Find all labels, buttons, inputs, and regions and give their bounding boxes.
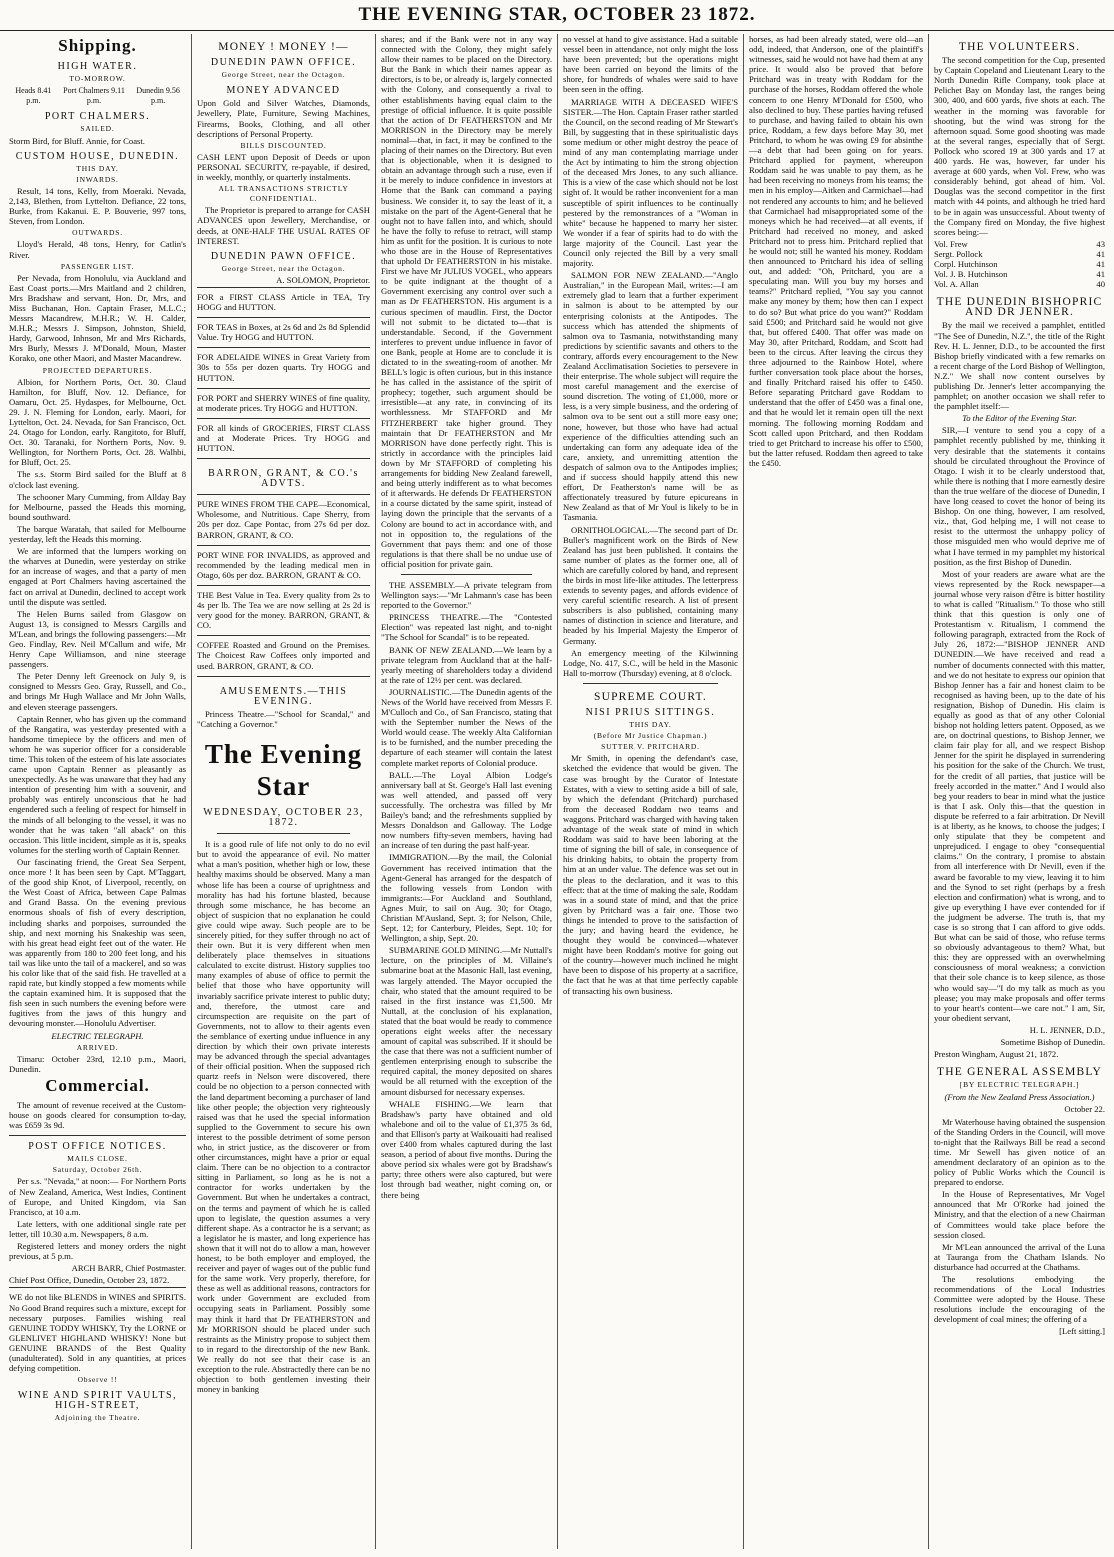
short-para: IMMIGRATION.—By the mail, the Colonial Government has received intimation that the Agent-General has arranged for the despatch of the following vessels from London with immigrants:—For Auckland and Southland, Agnes Muir, to sail on Aug. 30; for Otago, Christian M'Ausland, Sept. 3; for Nelson, Chile, Sept. 12; for Canterbury, Pleides, Sept. 10; for Wellington, a ship, Sept. 20. (381, 852, 552, 944)
port-wine-ad: PORT WINE FOR INVALIDS, as approved and recommended by the leading medical men in Otago, 60s per doz. BARRON, GRANT & CO. (197, 549, 370, 580)
coffee-ad: COFFEE Roasted and Ground on the Premises. The Choicest Raw Coffees only imported and used. BARRON, GRANT, & CO. (197, 640, 370, 671)
short-para: JOURNALISTIC.—The Dunedin agents of the News of the World have received from Messrs F. M'Culloch and Co., of San Francisco, stating that with the September number the News of the World would cease. The weekly Alta Californian is to be furnished, and the number preceding the departure of each steamer will contain the latest complete market reports of Colonial produce. (381, 686, 552, 768)
wine-ad-text: WE do not like BLENDS in WINES and SPIRITS. No Good Brand requires such a mixture, except for necessary purposes. Families wishing real GENUINE TODDY WHISKY, Try the LORNE or GLENLIVET HIGHLAND WHISKY! None but GENUINE BRANDS of the Best Quality (unadulterated). Sold in any quantities, at prices defying competition. (9, 1292, 186, 1374)
to-editor: To the Editor of the Evening Star. (962, 413, 1077, 424)
news-para: Our fascinating friend, the Great Sea Serpent, once more ! It has been seen by Capt. M'Taggart, of the good ship Knot, of Liverpool, recently, on the West Coast of Africa, between Cape Palmas and Grand Bassa. On the evening previous enormous shoals of fish of every description, including sharks and porpoises, surrounded the ship, and next morning his Snakeship was seen, with his great head eight feet out of the water. He was apparently from 180 to 200 feet long, and his tail was like unto the tail of a mackerel, and so was his color like that of the said fish. He travelled at a rapid rate, but kindly stopped a few moments while the captain examined him. It is supposed that the fish seen in such numbers the evening before were fugitives from the jaws of this hungry and devouring monster.—Honolulu Advertiser. (9, 856, 186, 1029)
signature-place: Preston Wingham, August 21, 1872. (934, 1049, 1059, 1060)
masthead (0, 0, 1114, 31)
pawn-address-2: George Street, near the Octagon. (221, 263, 346, 273)
tomorrow-label: TO-MORROW. (69, 74, 126, 84)
news-para: Captain Renner, who has given up the command of the Rangatira, was yesterday presented with a handsome timepiece by the officers and men of whom he was superior officer for a considerable time. This token of the esteem of his late associates came upon Captain Renner as pleasantly as unexpectedly. As he was unaware that they had any intention of presenting him with a souvenir, and probably was entirely unconscious that he had engendered such a feeling of respect for himself in the minds of all belonging to the vessel, it was no wonder that he was taken "all aback" on this occasion. This little incident, simple as it is, speaks volumes for the sterling worth of Captain Renner. (9, 713, 186, 855)
signature-title: Sometime Bishop of Dunedin. (1000, 1037, 1105, 1047)
post-date: Saturday, October 26th. (52, 1165, 143, 1175)
news-para: We are informed that the lumpers working on the wharves at Dunedin, were yesterday on strike for an increase of wages, and that a party of men engaged at Port Chalmers having ascertained the fact on arrival at Dunedin, declined to accept work until the dispute was settled. (9, 546, 186, 607)
departures-label: PROJECTED DEPARTURES. (42, 365, 153, 375)
bishopric-heading: THE DUNEDIN BISHOPRIC AND DR JENNER. (936, 296, 1103, 319)
customs-heading: CUSTOM HOUSE, DUNEDIN. (15, 150, 180, 162)
score-value: 41 (1096, 269, 1105, 280)
nisi-heading: NISI PRIUS SITTINGS. (585, 707, 716, 718)
shipping-heading: Shipping. (58, 36, 137, 55)
short-para: BANK OF NEW ZEALAND.—We learn by a private telegram from Auckland that at the half-yearly meeting of shareholders today a dividend at the rate of 12½ per cent. was declared. (381, 644, 552, 685)
assembly-para: Mr Waterhouse having obtained the suspension of the Standing Orders in the Council, will move to-night that the Railways Bill be read a second time. Mr Sewell has given notice of an amendment declaratory of an opinion as to the policy of Public Works which the Council is prepared to endorse. (934, 1116, 1105, 1188)
commercial-text: The amount of revenue received at the Custom-house on goods cleared for consumption to-day, was £659 3s 9d. (9, 1099, 186, 1131)
post-footer: Chief Post Office, Dunedin, October 23, 1872. (9, 1275, 170, 1286)
passenger-label: PASSENGER LIST. (60, 261, 135, 271)
money-advanced: MONEY ADVANCED (226, 85, 341, 97)
arrived-label: ARRIVED. (76, 1042, 119, 1052)
table-row (934, 259, 1105, 269)
hogg-ad-text: FOR all kinds of GROCERIES, FIRST CLASS and at Moderate Prices. Try HOGG and HUTTON. (197, 422, 370, 453)
barron-heading-box (197, 458, 370, 494)
score-name: Corpl. Hutchinson (934, 258, 998, 269)
outwards-label: OUTWARDS. (72, 228, 123, 238)
electric-heading: ELECTRIC TELEGRAPH. (51, 1030, 144, 1041)
letter-continued: Most of your readers are aware what are the views represented by the Rock newspaper—a journal whose very raison d'être is bitter hostility to what is called "Ritualism." To those who still think that this question is only one of Protestantism v. Ritualism, I commend the following paragraph, extracted from the Rock of July 26, 1872:—"BISHOP JENNER AND DUNEDIN.—We have received and read a number of documents connected with this matter, and we do not hesitate to express our opinion that Bishop Jenner has a fair and honest claim to be recognised as having been, up to the date of his resignation, Bishop of Dunedin. His claim is equally as good as that of any other Colonial bishop not holding letters patent. Opposed, as we are, on doctrinal questions, to Bishop Jenner, we claim fair play for all, and we respect Bishop Jenner for the spirit he displayed in surrendering his position for the sake of the Church. We trust, for the credit of all parties, that justice will be freely accorded in the matter." And I would also beg your readers to bear in mind what the justice is that I ask. Only this—that the question in dispute be referred to a fair arbitration. Dr Nevill is at liberty, as he knows, to choose the judges; I only stipulate that they be competent and unprejudiced. I engage to obey "consequential claims." On the contrary, I promise to abstain from all interference with Dr Nevill, even if the award be favorable to my view, leaving it to him and the Synod to set right (perhaps by a fresh election and confirmation) what is wrong, and to give up everything I have ever contended for if the judgment be adverse. The truth is, that my case is so strong that I can afford to give odds. But what can be said of those, who refuse terms so obviously advantageous to them? What, but this: they are oppressed with an overwhelming consciousness of moral weakness; a conviction that their sole chance is to keep silence, as those who would say—"I do my talk as much as you please; you may make proposals and offer terms to your heart's content—we care not." I am, Sir, your obedient servant, (934, 568, 1105, 1023)
column-4 (557, 34, 743, 1549)
score-value: 41 (1096, 258, 1105, 269)
post-para: Registered letters and money orders the night previous, at 5 p.m. (9, 1241, 186, 1262)
hogg-ad (197, 347, 370, 387)
arrived-text: Timaru: October 23rd, 12.10 p.m., Maori, Dunedin. (9, 1053, 186, 1074)
news-para: The s.s. Storm Bird sailed for the Bluff at 8 o'clock last evening. (9, 469, 186, 490)
tide-table (9, 86, 186, 106)
amusements-box (197, 676, 370, 734)
adjoining-label: Adjoining the Theatre. (54, 1413, 141, 1423)
assembly-para: Mr M'Lean announced the arrival of the Luna at Tauranga from the Chatham Islands. No disturbance had occurred at the Chathams. (934, 1241, 1105, 1272)
amusements-text: Princess Theatre.—"School for Scandal," and "Catching a Governor." (197, 708, 370, 729)
table-row (934, 239, 1105, 249)
mails-close: MAILS CLOSE. (67, 1154, 128, 1164)
barron-ad (197, 635, 370, 675)
barron-heading: BARRON, GRANT, & CO.'s ADVTS. (208, 468, 359, 490)
table-row (934, 249, 1105, 259)
short-para: SUBMARINE GOLD MINING.—Mr Nuttall's lecture, on the principles of M. Villaine's submarine boat at the Masonic Hall, last evening, was largely attended. The Mayor occupied the chair, who stated that the amount required to be raised in the first instance was £1,500. Mr Nuttall, at the conclusion of his explanation, stated that the boat would be ready to commence operations eight weeks after the necessary amount of capital was subscribed. If it should be the case that there was not a sufficient number of gentlemen enterprising enough to subscribe the required capital, the money deposited on shares would be all returned with the exception of the amount disbursed for necessary expenses. (381, 945, 552, 1097)
money-heading: MONEY ! MONEY !— (218, 41, 349, 53)
table-row (934, 269, 1105, 279)
proprietor-text: The Proprietor is prepared to arrange for CASH ADVANCES upon Jewellery, Merchandise, or deeds, at ONE-HALF THE USUAL RATES OF INTEREST. (197, 205, 370, 246)
cape-wines-ad: PURE WINES FROM THE CAPE—Economical, Wholesome, and Nutritious. Cape Sherry, from 20s per doz. Cape Pontac, from 27s 6d per doz. BARRON, GRANT, & CO. (197, 499, 370, 540)
letter-signature: H. L. JENNER, D.D., (1029, 1024, 1105, 1035)
divider (401, 574, 532, 575)
barron-ad (197, 585, 370, 635)
assembly-heading: THE GENERAL ASSEMBLY (937, 1066, 1102, 1079)
bills-label: BILLS DISCOUNTED. (240, 140, 327, 150)
post-para: Late letters, with one additional single rate per letter, till 10.30 a.m. Newspapers, 8 a.m. (9, 1218, 186, 1239)
short-para: PRINCESS THEATRE.—The "Contested Election" was repeated last night, and to-night "The School for Scandal" is to be repeated. (381, 612, 552, 643)
column-6 (928, 34, 1110, 1549)
hogg-ad (197, 418, 370, 458)
assembly-from: (From the New Zealand Press Association.) (944, 1092, 1095, 1103)
assembly-date: October 22. (1064, 1104, 1105, 1115)
sailed-text: Storm Bird, for Bluff. Annie, for Coast. (9, 135, 145, 146)
post-heading: POST OFFICE NOTICES. (28, 1141, 167, 1153)
hogg-ad (197, 287, 370, 317)
hogg-ad-text: FOR PORT and SHERRY WINES of fine quality, at moderate prices. Try HOGG and HUTTON. (197, 392, 370, 413)
solomon-signature: A. SOLOMON, Proprietor. (276, 274, 370, 285)
observe-label: Observe !! (77, 1375, 118, 1385)
hogg-ad-text: FOR TEAS in Boxes, at 2s 6d and 2s 8d Splendid Value. Try HOGG and HUTTON. (197, 322, 370, 343)
court-day: THIS DAY. (629, 720, 672, 730)
short-para: THE ASSEMBLY.—A private telegram from Wellington says:—"Mr Lahmann's case has been reported to the Governor." (381, 579, 552, 611)
score-value: 43 (1096, 238, 1105, 249)
assembly-para: The resolutions embodying the recommendations of the Local Industries Committee were adopted by the House. These resolutions include the encouraging of the development of coal mines; the offering of a (934, 1273, 1105, 1325)
masthead-title: THE EVENING STAR, OCTOBER 23 1872. (358, 4, 756, 25)
assembly-para: In the House of Representatives, Mr Vogel announced that Mr O'Rorke had joined the Ministry, and that the election of a new Chairman of Committees would take place before the session closed. (934, 1189, 1105, 1240)
hogg-ad (197, 388, 370, 418)
score-name: Vol. A. Allan (934, 279, 979, 290)
short-para: WHALE FISHING.—We learn that Bradshaw's party have obtained and old whalebone and oil to the value of £1,375 3s 6d, and that Ellison's party at Waikouaiti had realised over £400 from whales captured during the last season, a period of about five months. During the above period six whales were got by Bradshaw's party; three others were also captured, but were lost through bad weather, night coming on, or there being (381, 1098, 552, 1200)
news-para: The Peter Denny left Greenock on July 9, is consigned to Messrs Geo. Gray, Russell, and Co., and brings Mr Hugh Wallace and Mr John Walls, and eleven steerage passengers. (9, 671, 186, 712)
inwards-label: INWARDS. (76, 174, 119, 184)
scores-table (934, 239, 1105, 289)
sailed-label: SAILED. (80, 124, 115, 134)
score-value: 41 (1096, 248, 1105, 259)
column-2 (191, 34, 375, 1549)
confidential-label: ALL TRANSACTIONS STRICTLY CONFIDENTIAL. (218, 184, 349, 204)
customs-day: THIS DAY. (76, 163, 119, 173)
short-para: BALL.—The Loyal Albion Lodge's anniversary ball at St. George's Hall last evening was well attended, and passed off very successfully. The orchestra was filled by Mr Bailey's band; and the refreshments supplied by Messrs Donaldson and Galloway. The Lodge now numbers fifty-seven members, having had an increase of ten during the past half-year. (381, 769, 552, 851)
left-sitting: [Left sitting.] (1059, 1326, 1105, 1337)
bishopric-text: By the mail we received a pamphlet, entitled "The See of Dunedin, N.Z.", the title of the Right Rev. H. L. Jenner, D.D., to be accounted the first Bishop briefly vindicated with a few remarks on a recent charge of the Lord Bishop of Wellington, N.Z." We shall now content ourselves by publishing Dr. Jenner's letter accompanying the pamphlet; on another occasion we shall refer to the pamphlet itself:— (934, 320, 1105, 412)
pawn-address: George Street, near the Octagon. (221, 70, 346, 80)
court-text: Mr Smith, in opening the defendant's case, sketched the evidence that would be given. The case was brought by the Curator of Intestate Estates, with a view to setting aside a bill of sale, by which the defendant (Pritchard) purchased from the deceased Roddam two teams and waggons. Pritchard was charged with having taken advantage of the weak state of mind in which Roddam was said to have been laboring at the time of signing the bill of sale, in consequence of his drinking habits, to obtain the property from him at an under value. The defence was set out in the pleas to the declaration, and it was to this effect: that at the time of making the sale, Roddam was in a sound state of mind, and that the price given by Pritchard was a fair one. Those two things he intended to prove to the satisfaction of the jury; and having heard the evidence, he thought they would be convinced—whatever might have been Roddam's motive for going out of the country—however much inclined he might have been to dispose of his property at a sacrifice, the fact that he was at that time perfectly capable of transacting his own business. (563, 753, 738, 996)
tide-port: Port Chalmers 9.11 p.m. (63, 86, 125, 106)
news-para: MARRIAGE WITH A DECEASED WIFE'S SISTER.—The Hon. Captain Fraser rather startled the Council, on the second reading of Mr Stewart's Bill, by suggesting that in these spiritualistic days some medium or other might destroy the peace of mind of any man contemplating marriage under the Act by intimating to him the strong objection of the deceased Mrs Jones, to any such alliance. This is a view of the case which should not be lost sight of. It would be rather inconvenient for a man susceptible of spirit influences to be continually pestered by the remonstrances of a "Woman in white" because he happened to marry her sister. We wonder if a fear of spirits had to do with the large majority of the Council. Last year the Council only rejected the Bill by a very small majority. (563, 96, 738, 269)
court-continued: horses, as had been already stated, were old—an odd, indeed, that Anderson, one of the plaintiff's witnesses, said he would not have had them at any price. It would also be proved that before Pritchard was in treaty with Roddam for the purchase of the horses, Roddam offered the whole concern to one Henry M'Donald for £500, who also declined to buy. These parties having refused to purchase, and having failed to obtain his own price, Roddam, a few days before May 30, met Pritchard, to whom he was owing £9 for absinthe—a debt that had been going on for years. Pritchard applied for payment, whereupon Roddam said he was unable to pay them, as he had been receiving no moneys from his teams; the men in his employ—Aitken and Carmichael—had not rendered any accounts to him; and he believed that Carmichael had misappropriated some of the moneys which he had received—at all events, if Pritchard had received no money, and asked Pritchard not to press him. Pritchard replied that he would not; still he wanted his money. Roddam then announced to Pritchard his idea of selling out, and added: "Oh, Pritchard, you are a speculating man. Will you buy my horses and teams?" Pritchard replied, "You say you cannot make any money by them; how then can I expect to do so? But what price do you want?" Roddam said £500; and Pritchard said he would not give that, but offered £400. That offer was made on May 30, after Pritchard, Roddam, and Scott had been to the circus. After leaving the circus they three adjourned to the Rainbow Hotel, where further conversation took place about the horses, and finally Pritchard raised his offer to £450. Before separating Pritchard gave Roddam to understand that the offer of £450 was a final one, and that he would let it remain open till the next morning. The following morning Roddam and Scott called upon Pritchard, and then Roddam tried to get Pritchard to increase his offer to £500, but the latter refused. Roddam then agreed to take the £450. (749, 34, 923, 468)
cash-lent: CASH LENT upon Deposit of Deeds or upon PERSONAL SECURITY, re-payable, if desired, in weekly, monthly, or quarterly instalments. (197, 151, 370, 183)
news-para: The schooner Mary Cumming, from Allday Bay for Melbourne, passed the Heads this morning, bound southward. (9, 491, 186, 522)
column-5 (743, 34, 928, 1549)
volunteers-text: The second competition for the Cup, presented by Captain Copeland and Lieutenant Leary to the North Dunedin Rifle Company, took place at Pelichet Bay on Monday last, the ranges being 300, 400, and 600 yards, five shots at each. The weather in the morning was favorable for shooting, but the wind was strong for the afternoon squad. Some good shooting was made at the several ranges, especially that of Sergt. Pollock who scored 19 at 300 yards and 17 at 400 yards. He was, however, far under his average at 600 yards, when Vol. Frew, who was considerably behind, got ahead of him. Vol. Douglas was the second competitor in the first match with 44 points, and although he tried hard to be in again was unsuccessful. About twenty of the Company fired on Monday, the five highest scores being:— (934, 55, 1105, 237)
wine-vaults: WINE AND SPIRIT VAULTS, HIGH-STREET, (17, 1390, 178, 1412)
score-name: Vol. J. B. Hutchinson (934, 269, 1008, 280)
court-case: SUTTER V. PRITCHARD. (601, 742, 700, 752)
pawn-text: Upon Gold and Silver Watches, Diamonds, Jewellery, Plate, Furniture, Sewing Machines, Firearms, Books, Clothing, and all other descriptions of Personal Property. (197, 98, 370, 139)
news-para: The Helen Burns sailed from Glasgow on August 13, is consigned to Messrs Cargills and M'Lean, and brings the following passengers:—Mr Geo. Findlay, Rev. Neil M'Callum and wife, Mr Henry Cape Williamson, and nine steerage passengers. (9, 608, 186, 670)
column-3 (375, 34, 557, 1549)
court-judge: (Before Mr Justice Chapman.) (593, 731, 708, 741)
divider (217, 833, 350, 834)
port-heading: PORT CHALMERS. (44, 111, 151, 123)
score-name: Sergt. Pollock (934, 248, 983, 259)
news-para: An emergency meeting of the Kilwinning Lodge, No. 417, S.C., will be held in the Masonic Hall to-morrow (Thursday) evening, at 8 o'clock. (563, 647, 738, 678)
editorial-date: WEDNESDAY, OCTOBER 23, 1872. (203, 806, 364, 829)
table-row (934, 279, 1105, 289)
divider (583, 683, 718, 684)
commercial-heading: Commercial. (45, 1075, 150, 1095)
editorial-text: It is a good rule of life not only to do no evil but to avoid the appearance of evil. No matter what a man's position, whether high or low, these healthy maxims should be observed. Many a man whose life has been a course of uprightness and morality has had his fortune blasted, because through some mischance, he has become an object of suspicion that no explanation he could give could wipe away. Such people are to be sincerely pitied, for they suffer through no act of their own. But it is very different when men deliberately place themselves in situations calculated to excite distrust. History supplies too many examples of abuse of office to permit the belief that those who have opportunity will invariably sacrifice private interest to public duty; and, therefore, the utmost care and circumspection are requisite on the part of Governments, not to allow to their agents even the semblance of exerting undue influence in any direction by which their own private interests may be advanced through the special advantages of their official position. When the supposed rich quartz reefs in Nelson were discovered, there could be no objection to a person connected with the land department becoming a purchaser of land like other people; the objection very righteously raised was that he used the special information supplied to the Government to secure his own interest to the possible detriment of some person who, in strict justice, as the discoverer or from other circumstances, might have a prior or equal claim. There can be no objection to a contractor sitting in Parliament, so long as he is not a contractor for works undertaken by the Government. But when he undertakes a contract, on the terms and payment of which he is called upon to legislate, the question assumes a very different shape. As a contractor he is a servant; as a legislator he is master, and long experience has shown that it will not do to allow a man, however honest, to be both employer and employed, the receiver and payer of wages out of the public fund for the same work. Very properly, therefore, for these as well as additional reasons, contractors for work under Government are excluded from occupying seats in Parliament. Possibly some may think it hard that Dr FEATHERSTON and Mr MORRISON should be placed under such restraints as the Ministry propose to subject them to in regard to the directorship of the new Bank. We really do not see that their case is an exception to the rule. Abstractedly there can be no objection to both gentlemen investing their money in banking (197, 839, 370, 1395)
whale-continued: no vessel at hand to give assistance. Had a suitable vessel been in attendance, not only might the loss have been prevented; but the operations might have been carried on beyond the limits of the shore, for hundreds of whales were said to have been seen in the offing. (563, 34, 738, 95)
news-para: The barque Waratah, that sailed for Melbourne yesterday, left the Heads this morning. (9, 523, 186, 545)
inwards-text: Result, 14 tons, Kelly, from Moeraki. Nevada, 2,143, Blethen, from Lyttelton. Defiance, 22 tons, Burke, from Kakanui. E. P. Bouverie, 997 tons, Steven, from London. (9, 185, 186, 227)
assembly-by: [BY ELECTRIC TELEGRAPH.] (959, 1080, 1080, 1090)
outwards-text: Lloyd's Herald, 48 tons, Henry, for Catlin's River. (9, 239, 186, 260)
divider (9, 1135, 186, 1136)
post-para: Per s.s. "Nevada," at noon:— For Northern Ports of New Zealand, America, West Indies, Continent of Europe, and United Kingdom, via San Francisco, at 10 a.m. (9, 1176, 186, 1217)
barron-ad (197, 494, 370, 544)
court-heading: SUPREME COURT. (593, 690, 708, 703)
tide-dunedin: Dunedin 9.56 p.m. (136, 86, 180, 106)
editorial-continued: shares; and if the Bank were not in any way connected with the Colony, they might safely allow their names to be placed on the Directory. But the Bank in which their names appear as directors, is to be, or already is, largely connected with the Colony, and consequently a rival to other establishments having equal claim to the prestige of official influence. It is quite possible that the action of Dr FEATHERSTON and Mr MORRISON in the Directory may be merely nominal—that, in fact, it may be confined to the placing of their names on the Directory. But even that is objectionable, when it is designed to obtain an advantage through such a ruse, even if it be merely to induce confidence in investors at Home that the Bank can command a paying business. We consider it, to say the least of it, a mistake on the part of the Agent-General that he ought not to have fallen into, and which, should he have the folly to refuse to retract, will stamp him as unfit for the position. It is curious to note who those are in the House of Representatives that uphold Dr FEATHERSTON in his mistake. First we have Mr JULIUS VOGEL, who appears to be quite indignant at the thought of a Government exercising any control over such a man as Dr FEATHERSTON. His argument is a curious specimen of maudlin. First, the Doctor will not submit to be dictated to—that is understandable. Second, if the Government interferes to prevent undue influence in favor of one Bank, people at Home are to conclude it is dictated to in the sweating-room of another. Mr BELL's logic is often curious, but in this instance he has called in the assistance of the spirit of prophecy; together, such argument should be irresistible—at any rate, in convincing of its worthlessness. Mr STAFFORD and Mr FITZHERBERT take higher ground. They maintain that Dr FEATHERSTON and Mr MORRISON have done perfectly right. This is strictly in accordance with the principles laid down by Mr STAFFORD of completing his arrangements for bidding New Zealand farewell, and being utterly indifferent as to what becomes of it afterwards. He defends Dr FEATHERSTON in a course dictated by the same spirit, instead of laying down the principle that the servants of a Colony are bound to act in accordance with, and not in opposition to, the regulations of the Government that pays them: and one of those regulations is that there shall be no undue use of official position for private gain. (381, 34, 552, 569)
hogg-ad (197, 317, 370, 347)
tide-heads: Heads 8.41 p.m. (15, 86, 52, 106)
volunteers-heading: THE VOLUNTEERS. (958, 41, 1081, 53)
hogg-ad-text: FOR a FIRST CLASS Article in TEA, Try HOGG and HUTTON. (197, 291, 370, 313)
pawn-heading-2: DUNEDIN PAWN OFFICE. (210, 250, 357, 262)
newspaper-title: The Evening Star (204, 738, 363, 801)
hogg-ad-text: FOR ADELAIDE WINES in Great Variety from 30s to 55s per dozen quarts. Try HOGG and HUTTON. (197, 352, 370, 383)
score-name: Vol. Frew (934, 238, 968, 249)
pawn-heading: DUNEDIN PAWN OFFICE. (210, 57, 357, 69)
barron-ad (197, 545, 370, 585)
letter-text: SIR,—I venture to send you a copy of a pamphlet recently published by me, thinking it very desirable that the statements it contains should be circulated throughout the Province of Otago. I wish it to be clearly understood that, while there is nothing that I more earnestly desire than the true welfare of the diocese of Dunedin, I have long ceased to covet the honor of being its Bishop. On one thing, however, I am resolved, viz., that, God helping me, I will not cease to resist to the uttermost the unhappy policy of those misguided men who would deprive me of what I have termed in my pamphlet my historical position, as the first Bishop of Dunedin. (934, 425, 1105, 567)
news-para: SALMON FOR NEW ZEALAND.—"Anglo Australian," in the European Mail, writes:—I am extremely glad to learn that a further experiment in salmon is about to be attempted by our enterprising colonists at the Antipodes. The success which has attended the shipments of salmon ova to Tasmania, notwithstanding many predictions by scientific savants and others to the contrary, affords every encouragement to the New Zealand Acclimatisation Societies to persevere in their enterprise. The whole subject will require the most careful management and the exercise of sound discretion. The voting of £1,000, more or less, is a very simple business, and the ordering of salmon ova to be sent out a still more easy one; none, however, but those who have had actual experience of the difficulties attending such an undertaking can form any adequate idea of the care, anxiety, and unremitting attention the despatch of salmon ova to the Antipodes implies; and if success should happily attend this new effort, Dr Featherston's name will be as affectionately treasured by future epicureans in New Zealand as that of Mr Youl is likely to be in Tasmania. (563, 270, 738, 523)
wine-ad (9, 1287, 186, 1427)
column-1 (4, 34, 191, 1549)
amusements-heading: AMUSEMENTS.—THIS EVENING. (219, 685, 348, 707)
departures-text: Albion, for Northern Ports, Oct. 30. Claud Hamilton, for Bluff, Nov. 12. Defiance, for Oamaru, Oct. 25. Hydaspes, for Melbourne, Oct. 29. J. N. Fleming for London, early. Maori, for Lyttelton, Oct. 24. Nevada, for San Francisco, Oct. 24. Otago for London, early. Rangitoto, for Bluff, Oct. 30. Taranaki, for Northern Ports, Nov. 9. Wellington, for Northern Ports, Oct. 28. Walhbi, for Bluff, Oct. 25. (9, 376, 186, 468)
post-signature: ARCH BARR, Chief Postmaster. (71, 1263, 186, 1274)
high-water-heading: HIGH WATER. (57, 61, 138, 72)
passengers-text: Per Nevada, from Honolulu, via Auckland and East Coast ports.—Mrs Maitland and 2 children, Mrs Bradshaw and servant, Hon. Dr, Mrs, and Miss Buchanan, Hon. Captain Fraser, M.L.C.; Messrs Macandrew, M.H.R.; W. H. Calder, M.H.R.; Messrs J. Simpson, Johnston, Shield, Hardy, Garwood, Inhnson, Mr and Mrs Richards, Mrs Burly, Messrs J. M'Donald, Moun, Master Korako, one other Maori, and Master Macandrew. (9, 272, 186, 364)
news-para: ORNITHOLOGICAL.—The second part of Dr. Buller's magnificent work on the Birds of New Zealand has just been published. It contains the same number of plates as the former one, all of which are carefully colored by hand, and represent the birds in most life-like attitudes. The letterpress extends to seventy pages, and affords evidence of very careful scientific research. A list of present subscribers is also published, containing many names of distinction in science and literature, and headed by his Imperial Majesty the Emperor of Germany. (563, 524, 738, 646)
tea-ad: THE Best Value in Tea. Every quality from 2s to 4s per lb. The Tea we are now selling at 2s 2d is very good for the money. BARRON, GRANT, & CO. (197, 589, 370, 631)
score-value: 40 (1096, 279, 1105, 290)
